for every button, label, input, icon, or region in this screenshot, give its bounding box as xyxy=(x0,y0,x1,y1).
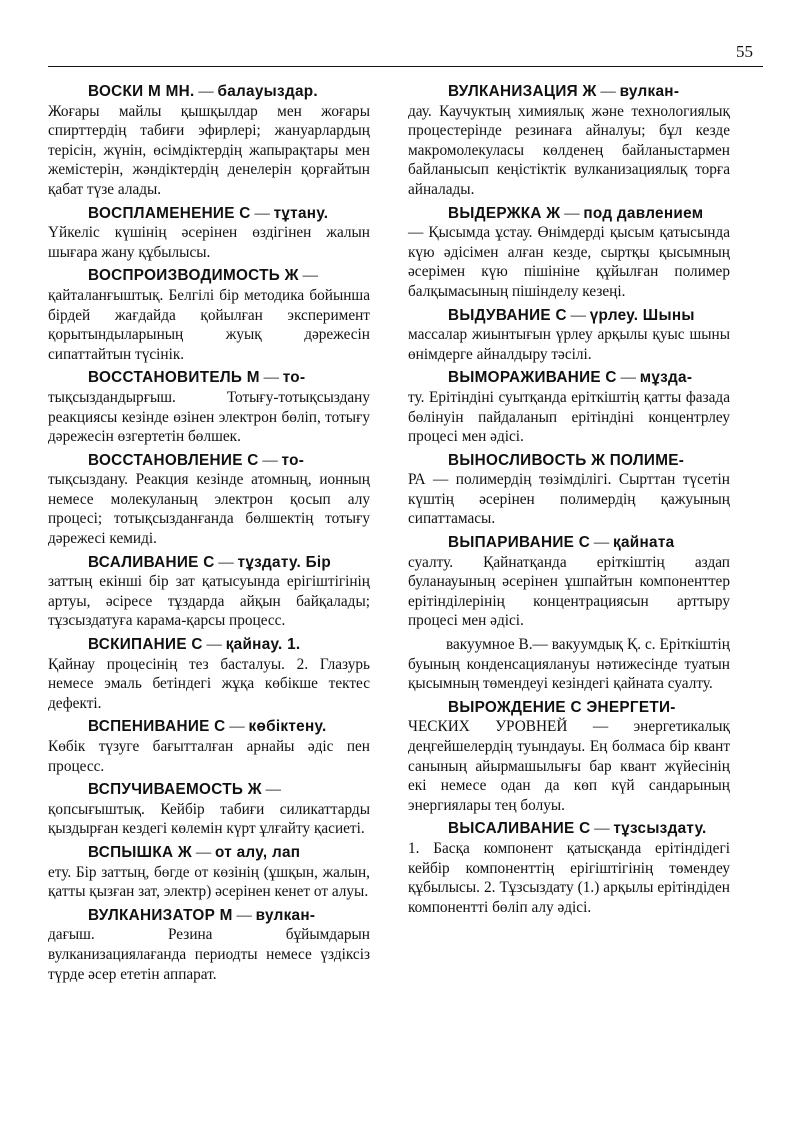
dictionary-entry: ВОССТАНОВИТЕЛЬ М — то- тықсыздандырғыш. Тотығу-тотықсыздану реакциясы кезінде өзінен электрон бөліп, тотығу дәрежесін өзгертетін бөлшек. xyxy=(48,369,370,446)
header-rule xyxy=(48,66,763,67)
dictionary-entry: ВУЛКАНИЗАЦИЯ Ж — вулкан- дау. Каучуктың химиялық және технологиялық процестерінде резинаға айналуы; бұл кезде макромолекуласы көлденең байланыстармен байланысып кеңістіктік вулканизациялық торға айналады. xyxy=(408,83,730,198)
dictionary-entry: ВСАЛИВАНИЕ С — тұздату. Бір заттың екінші бір зат қатысуында ерігіштігінің артуы, әсіресе тұздарда айқын байқалады; тұзсыздатуға карама-қарсы процесс. xyxy=(48,553,370,630)
dictionary-entry: ВСПЫШКА Ж — от алу, лап ету. Бір заттың, бөгде от көзінің (ұшқын, жалын, қатты қызған зат, электр) әсерінен кенет от алуы. xyxy=(48,843,370,901)
dictionary-entry: ВЫМОРАЖИВАНИЕ С — мұзда- ту. Ерітіндіні суытқанда еріткіштің қатты фазада бөлінуін пайдаланып ерітіндіні концентрлеу процесі мен әдісі. xyxy=(408,369,730,446)
dictionary-entry: ВСПЕНИВАНИЕ С — көбіктену. Көбік түзуге бағытталған арнайы әдіс пен процесс. xyxy=(48,718,370,775)
dictionary-entry: ВОСКИ М МН. — балауыздар. Жоғары майлы қышқылдар мен жоғары спирттердің табиғи эфирлері; жануарлардың терісін, жүнін, өсімдіктердің жапырақтары мен жемістерін, жәндіктердің денелерін қорғайтын қабат түзе алады. xyxy=(48,83,370,198)
dictionary-entry: ВУЛКАНИЗАТОР М — вулкан- дағыш. Резина бұйымдарын вулканизациялағанда периодты немесе үздіксіз түрде әсер ететін аппарат. xyxy=(48,906,370,983)
dictionary-entry: ВЫСАЛИВАНИЕ С — тұзсыздату. 1. Басқа компонент қатысқанда ерітіндідегі кейбір компоненттің ерігіштігінің төмендеу құбылысы. 2. Тұзсыздату (1.) арқылы ерітіндіден компонентті бөліп алу әдісі. xyxy=(408,820,730,916)
dictionary-entry: ВЫПАРИВАНИЕ С — қайната суалту. Қайнатқанда еріткіштің аздап буланауының әсерінен ұшпайтын компоненттер ерітінділерінің концентрациясын арттыру процесі мен әдісі. xyxy=(408,534,730,630)
dictionary-entry: ВЫНОСЛИВОСТЬ Ж ПОЛИМЕ- РА — полимердің төзімділігі. Сырттан түсетін күштің әсерінен полимердің қажуының сипаттамасы. xyxy=(408,451,730,528)
dictionary-entry: ВЫДЕРЖКА Ж — под давлением — Қысымда ұстау. Өнімдерді қысым қатысында күю әдісімен алған кезде, сыртқы қысымның әсерімен күю пішініне құйылған полимер балқымасының пішінделу кезеңі. xyxy=(408,204,730,300)
dictionary-entry: ВЫДУВАНИЕ С — үрлеу. Шыны массалар жиынтығын үрлеу арқылы қуыс шыны өнімдерге айналдыру тәсілі. xyxy=(408,306,730,363)
dictionary-subentry: вакуумное В.— вакуумдық Қ. с. Еріткіштің буының конденсациялануы нәтижесінде туатын қысымның төмендеуі кезіндегі қайната суалту. xyxy=(408,636,730,693)
dictionary-entry: ВОСПРОИЗВОДИМОСТЬ Ж — қайталанғыштық. Белгілі бір методика бойынша бірдей жағдайда қойылған эксперимент қорытындыларының жуық дәрежесін сипаттайтын түсінік. xyxy=(48,267,370,363)
page-number: 55 xyxy=(736,42,753,61)
dictionary-entry: ВСКИПАНИЕ С — қайнау. 1. Қайнау процесінің тез басталуы. 2. Глазурь немесе эмаль бетіндегі жұқа көбікше тектес дефекті. xyxy=(48,636,370,712)
right-column xyxy=(408,82,730,921)
left-column xyxy=(48,82,370,988)
dictionary-entry: ВОССТАНОВЛЕНИЕ С — то- тықсыздану. Реакция кезінде атомның, ионның немесе молекуланың электрон қосып алу процесі; тотықсызданғанда бөлшектің тотығу дәрежесі кемиді. xyxy=(48,451,370,548)
dictionary-entry: ВСПУЧИВАЕМОСТЬ Ж — қопсығыштық. Кейбір табиғи силикаттарды қыздырған кездегі көлемін күрт ұлғайту қасиеті. xyxy=(48,781,370,838)
dictionary-entry: ВЫРОЖДЕНИЕ С ЭНЕРГЕТИ- ЧЕСКИХ УРОВНЕЙ — энергетикалық деңгейшелердің туындауы. Ең болмаса бір квант санының айырмашылығы бар квант жүйесінің екі немесе одан да көп күй сандарының энергиялары тең болуы. xyxy=(408,698,730,814)
dictionary-entry: ВОСПЛАМЕНЕНИЕ С — тұтану. Үйкеліс күшінің әсерінен өздігінен жалын шығара жану құбылысы. xyxy=(48,204,370,261)
